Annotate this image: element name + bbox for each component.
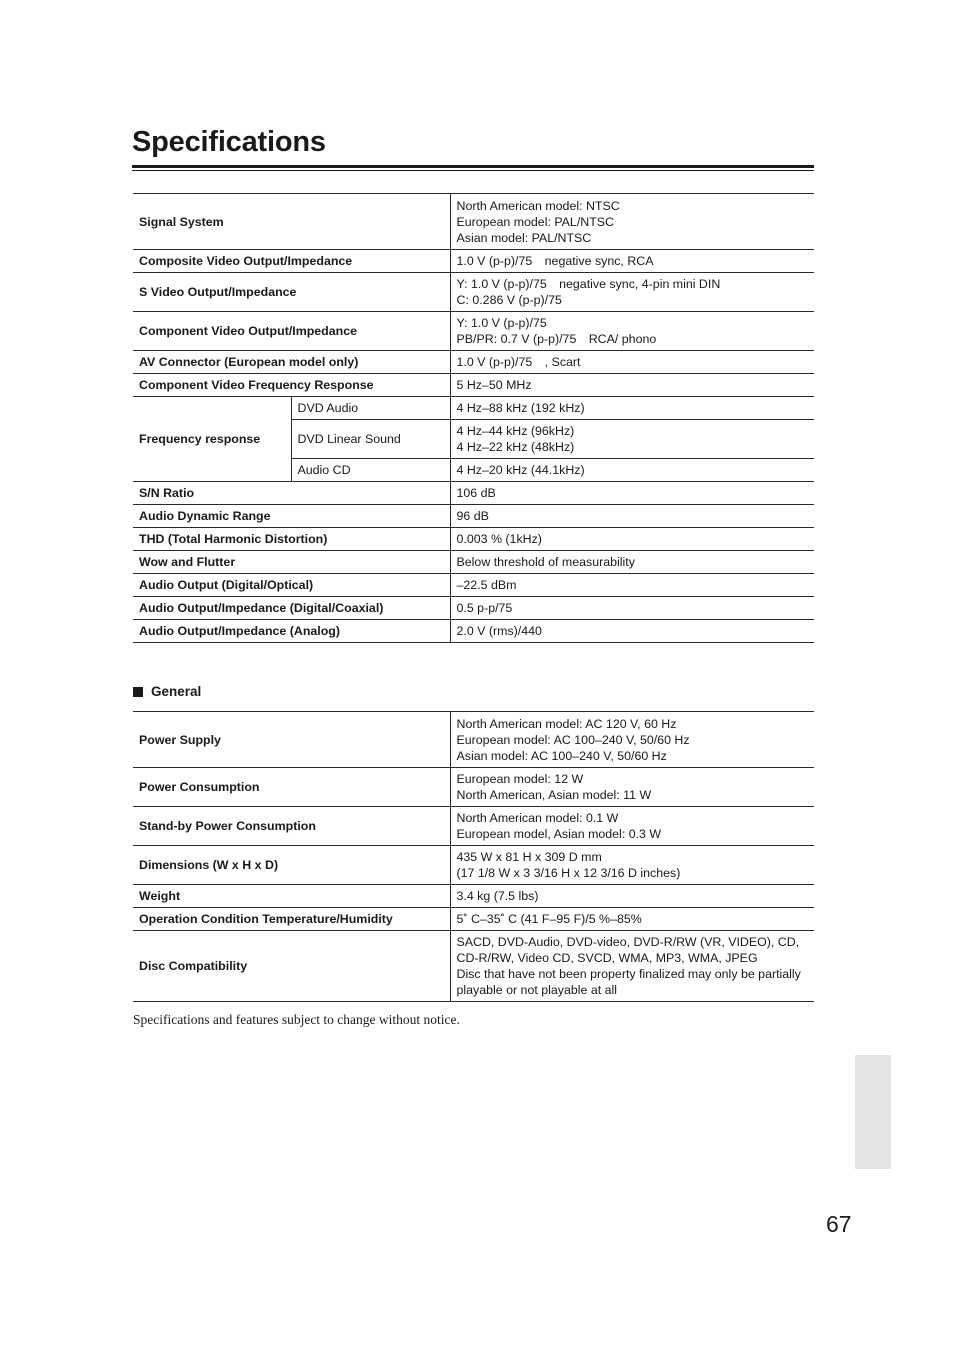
table-row bbox=[133, 194, 814, 250]
spec-value bbox=[450, 351, 814, 374]
audio-video-spec-table bbox=[133, 193, 814, 643]
spec-value-line: 2.0 V (rms)/440 bbox=[456, 624, 542, 638]
spec-value bbox=[450, 482, 814, 505]
spec-label: Weight bbox=[133, 885, 450, 908]
table-row bbox=[133, 273, 814, 312]
spec-label: Signal System bbox=[133, 194, 450, 250]
spec-label: Component Video Frequency Response bbox=[133, 374, 450, 397]
spec-value-line: 1.0 V (p-p)/75 negative sync, RCA bbox=[456, 254, 654, 268]
spec-value-line: (17 1/8 W x 3 3/16 H x 12 3/16 D inches) bbox=[456, 866, 681, 880]
spec-value-line: Disc that have not been property finalized may only be partially bbox=[456, 967, 801, 981]
spec-value-line: 0.003 % (1kHz) bbox=[456, 532, 542, 546]
table-row bbox=[133, 768, 814, 807]
spec-value-line: North American model: 0.1 W bbox=[456, 811, 619, 825]
spec-label: Wow and Flutter bbox=[133, 551, 450, 574]
spec-label: Audio Dynamic Range bbox=[133, 505, 450, 528]
spec-label: Disc Compatibility bbox=[133, 931, 450, 1002]
spec-value-line: 5 Hz–50 MHz bbox=[456, 378, 532, 392]
title-rule bbox=[132, 165, 814, 171]
general-spec-table bbox=[133, 711, 814, 1002]
spec-label: Audio Output (Digital/Optical) bbox=[133, 574, 450, 597]
table-row bbox=[133, 885, 814, 908]
spec-value-line: Y: 1.0 V (p-p)/75 bbox=[456, 316, 547, 330]
spec-label: S/N Ratio bbox=[133, 482, 450, 505]
table-row bbox=[133, 712, 814, 768]
spec-value-line: North American model: AC 120 V, 60 Hz bbox=[456, 716, 677, 731]
spec-value bbox=[450, 620, 814, 643]
general-section-heading bbox=[133, 684, 201, 699]
spec-value-line: 106 dB bbox=[456, 486, 496, 500]
spec-value-line: SACD, DVD-Audio, DVD-video, DVD-R/RW (VR, VIDEO), CD, bbox=[456, 935, 800, 949]
spec-value bbox=[450, 250, 814, 273]
spec-value-line: European model, Asian model: 0.3 W bbox=[456, 827, 662, 841]
spec-value-line: 5˚ C–35˚ C (41 F–95 F)/5 %–85% bbox=[456, 912, 642, 926]
page-number: 67 bbox=[826, 1211, 852, 1237]
spec-value-line: European model: AC 100–240 V, 50/60 Hz bbox=[456, 732, 690, 747]
spec-value-line: 96 dB bbox=[456, 509, 489, 523]
spec-sublabel: DVD Linear Sound bbox=[291, 420, 450, 459]
spec-value bbox=[450, 885, 814, 908]
spec-value-line: 4 Hz–20 kHz (44.1kHz) bbox=[456, 463, 585, 477]
table-row bbox=[133, 397, 814, 420]
table-row bbox=[133, 620, 814, 643]
spec-value bbox=[450, 931, 814, 1002]
side-tab-marker bbox=[855, 1055, 891, 1169]
spec-value-line: playable or not playable at all bbox=[456, 983, 617, 997]
spec-value-line: 4 Hz–44 kHz (96kHz) bbox=[456, 424, 575, 438]
spec-value bbox=[450, 551, 814, 574]
spec-value-line: 1.0 V (p-p)/75 , Scart bbox=[456, 355, 581, 369]
spec-value-line: 0.5 p-p/75 bbox=[456, 601, 513, 615]
spec-label: Component Video Output/Impedance bbox=[133, 312, 450, 351]
spec-value-line: 4 Hz–22 kHz (48kHz) bbox=[456, 440, 575, 454]
spec-value-line: –22.5 dBm bbox=[456, 578, 517, 592]
section-bullet-icon bbox=[133, 687, 143, 697]
spec-value bbox=[450, 420, 814, 459]
spec-sublabel: Audio CD bbox=[291, 459, 450, 482]
spec-value bbox=[450, 459, 814, 482]
spec-value-line: North American, Asian model: 11 W bbox=[456, 788, 652, 802]
spec-value bbox=[450, 397, 814, 420]
spec-label: Dimensions (W x H x D) bbox=[133, 846, 450, 885]
spec-value bbox=[450, 597, 814, 620]
spec-value bbox=[450, 528, 814, 551]
table-row bbox=[133, 351, 814, 374]
spec-label: Power Supply bbox=[133, 712, 450, 768]
spec-label: Operation Condition Temperature/Humidity bbox=[133, 908, 450, 931]
page-title: Specifications bbox=[132, 126, 326, 158]
table-row bbox=[133, 846, 814, 885]
spec-value-line: 4 Hz–88 kHz (192 kHz) bbox=[456, 401, 585, 415]
spec-label: Power Consumption bbox=[133, 768, 450, 807]
table-row bbox=[133, 312, 814, 351]
table-row bbox=[133, 551, 814, 574]
spec-value-line: C: 0.286 V (p-p)/75 bbox=[456, 293, 562, 307]
spec-value-line: CD-R/RW, Video CD, SVCD, WMA, MP3, WMA, JPEG bbox=[456, 951, 758, 965]
table-row bbox=[133, 574, 814, 597]
table-row bbox=[133, 528, 814, 551]
spec-label: Frequency response bbox=[133, 397, 291, 482]
spec-label: Audio Output/Impedance (Digital/Coaxial) bbox=[133, 597, 450, 620]
table-row bbox=[133, 250, 814, 273]
spec-label: Stand-by Power Consumption bbox=[133, 807, 450, 846]
spec-value-line: 435 W x 81 H x 309 D mm bbox=[456, 850, 602, 864]
spec-value bbox=[450, 846, 814, 885]
spec-value bbox=[450, 374, 814, 397]
spec-value-line: North American model: NTSC bbox=[456, 198, 620, 213]
spec-value bbox=[450, 712, 814, 768]
table-row bbox=[133, 505, 814, 528]
spec-label: Composite Video Output/Impedance bbox=[133, 250, 450, 273]
spec-value-line: Y: 1.0 V (p-p)/75 negative sync, 4-pin mini DIN bbox=[456, 277, 721, 291]
spec-value-line: Below threshold of measurability bbox=[456, 555, 635, 569]
spec-value bbox=[450, 908, 814, 931]
table-row bbox=[133, 807, 814, 846]
spec-label: Audio Output/Impedance (Analog) bbox=[133, 620, 450, 643]
spec-value-line: European model: 12 W bbox=[456, 772, 584, 786]
spec-label: AV Connector (European model only) bbox=[133, 351, 450, 374]
table-row bbox=[133, 482, 814, 505]
general-heading-label: General bbox=[151, 684, 202, 699]
spec-sublabel: DVD Audio bbox=[291, 397, 450, 420]
spec-value-line: PB/PR: 0.7 V (p-p)/75 RCA/ phono bbox=[456, 332, 657, 346]
table-row bbox=[133, 931, 814, 1002]
spec-value-line: European model: PAL/NTSC bbox=[456, 214, 614, 229]
table-row bbox=[133, 374, 814, 397]
table-row bbox=[133, 908, 814, 931]
spec-value bbox=[450, 505, 814, 528]
spec-value bbox=[450, 194, 814, 250]
spec-label: S Video Output/Impedance bbox=[133, 273, 450, 312]
table-row bbox=[133, 597, 814, 620]
spec-value bbox=[450, 768, 814, 807]
spec-value bbox=[450, 273, 814, 312]
spec-label: THD (Total Harmonic Distortion) bbox=[133, 528, 450, 551]
spec-value-line: Asian model: PAL/NTSC bbox=[456, 230, 592, 245]
spec-value bbox=[450, 574, 814, 597]
spec-value-line: 3.4 kg (7.5 lbs) bbox=[456, 889, 539, 903]
spec-value-line: Asian model: AC 100–240 V, 50/60 Hz bbox=[456, 748, 667, 763]
change-notice: Specifications and features subject to change without notice. bbox=[133, 1012, 460, 1027]
spec-value bbox=[450, 807, 814, 846]
spec-value bbox=[450, 312, 814, 351]
